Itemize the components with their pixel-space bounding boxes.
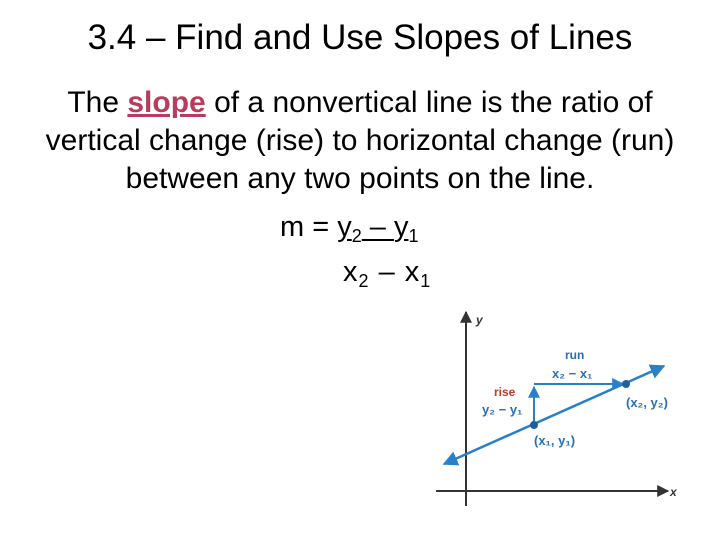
run-expression: x₂ − x₁ xyxy=(552,366,593,381)
denominator-x2-subscript: 2 xyxy=(358,271,370,291)
point-2 xyxy=(622,380,630,388)
y-axis-label: y xyxy=(476,313,483,327)
numerator-minus: – xyxy=(361,211,394,243)
denominator-x1: x xyxy=(404,256,421,288)
definition-text xyxy=(20,84,700,198)
numerator-y1: y xyxy=(393,211,409,243)
point-1 xyxy=(530,421,538,429)
formula-denominator xyxy=(343,255,431,289)
denominator-x2: x xyxy=(343,256,359,288)
rise-label: rise xyxy=(494,385,516,399)
slope-formula-numerator-line xyxy=(280,210,419,244)
definition-text-pre: The xyxy=(67,86,128,119)
point-2-label: (x₂, y₂) xyxy=(626,395,668,410)
formula-lhs: m = xyxy=(280,211,338,243)
denominator-x1-subscript: 1 xyxy=(420,271,432,291)
rise-expression: y₂ − y₁ xyxy=(482,402,523,417)
definition-text-post: of a nonvertical line is the ratio of vertical change (rise) to horizontal change (run) between any two points on the line. xyxy=(45,86,675,195)
x-axis-label: x xyxy=(670,485,677,499)
run-label: run xyxy=(565,348,585,362)
numerator-y2: y xyxy=(337,211,352,243)
slope-keyword: slope xyxy=(127,86,206,119)
slide-title: 3.4 – Find and Use Slopes of Lines xyxy=(87,18,633,57)
denominator-minus: – xyxy=(369,256,405,288)
formula-numerator xyxy=(337,211,419,246)
numerator-y1-subscript: 1 xyxy=(408,226,419,246)
point-1-label: (x₁, y₁) xyxy=(534,433,576,448)
slope-graph xyxy=(428,306,692,522)
numerator-y2-subscript: 2 xyxy=(351,226,362,246)
